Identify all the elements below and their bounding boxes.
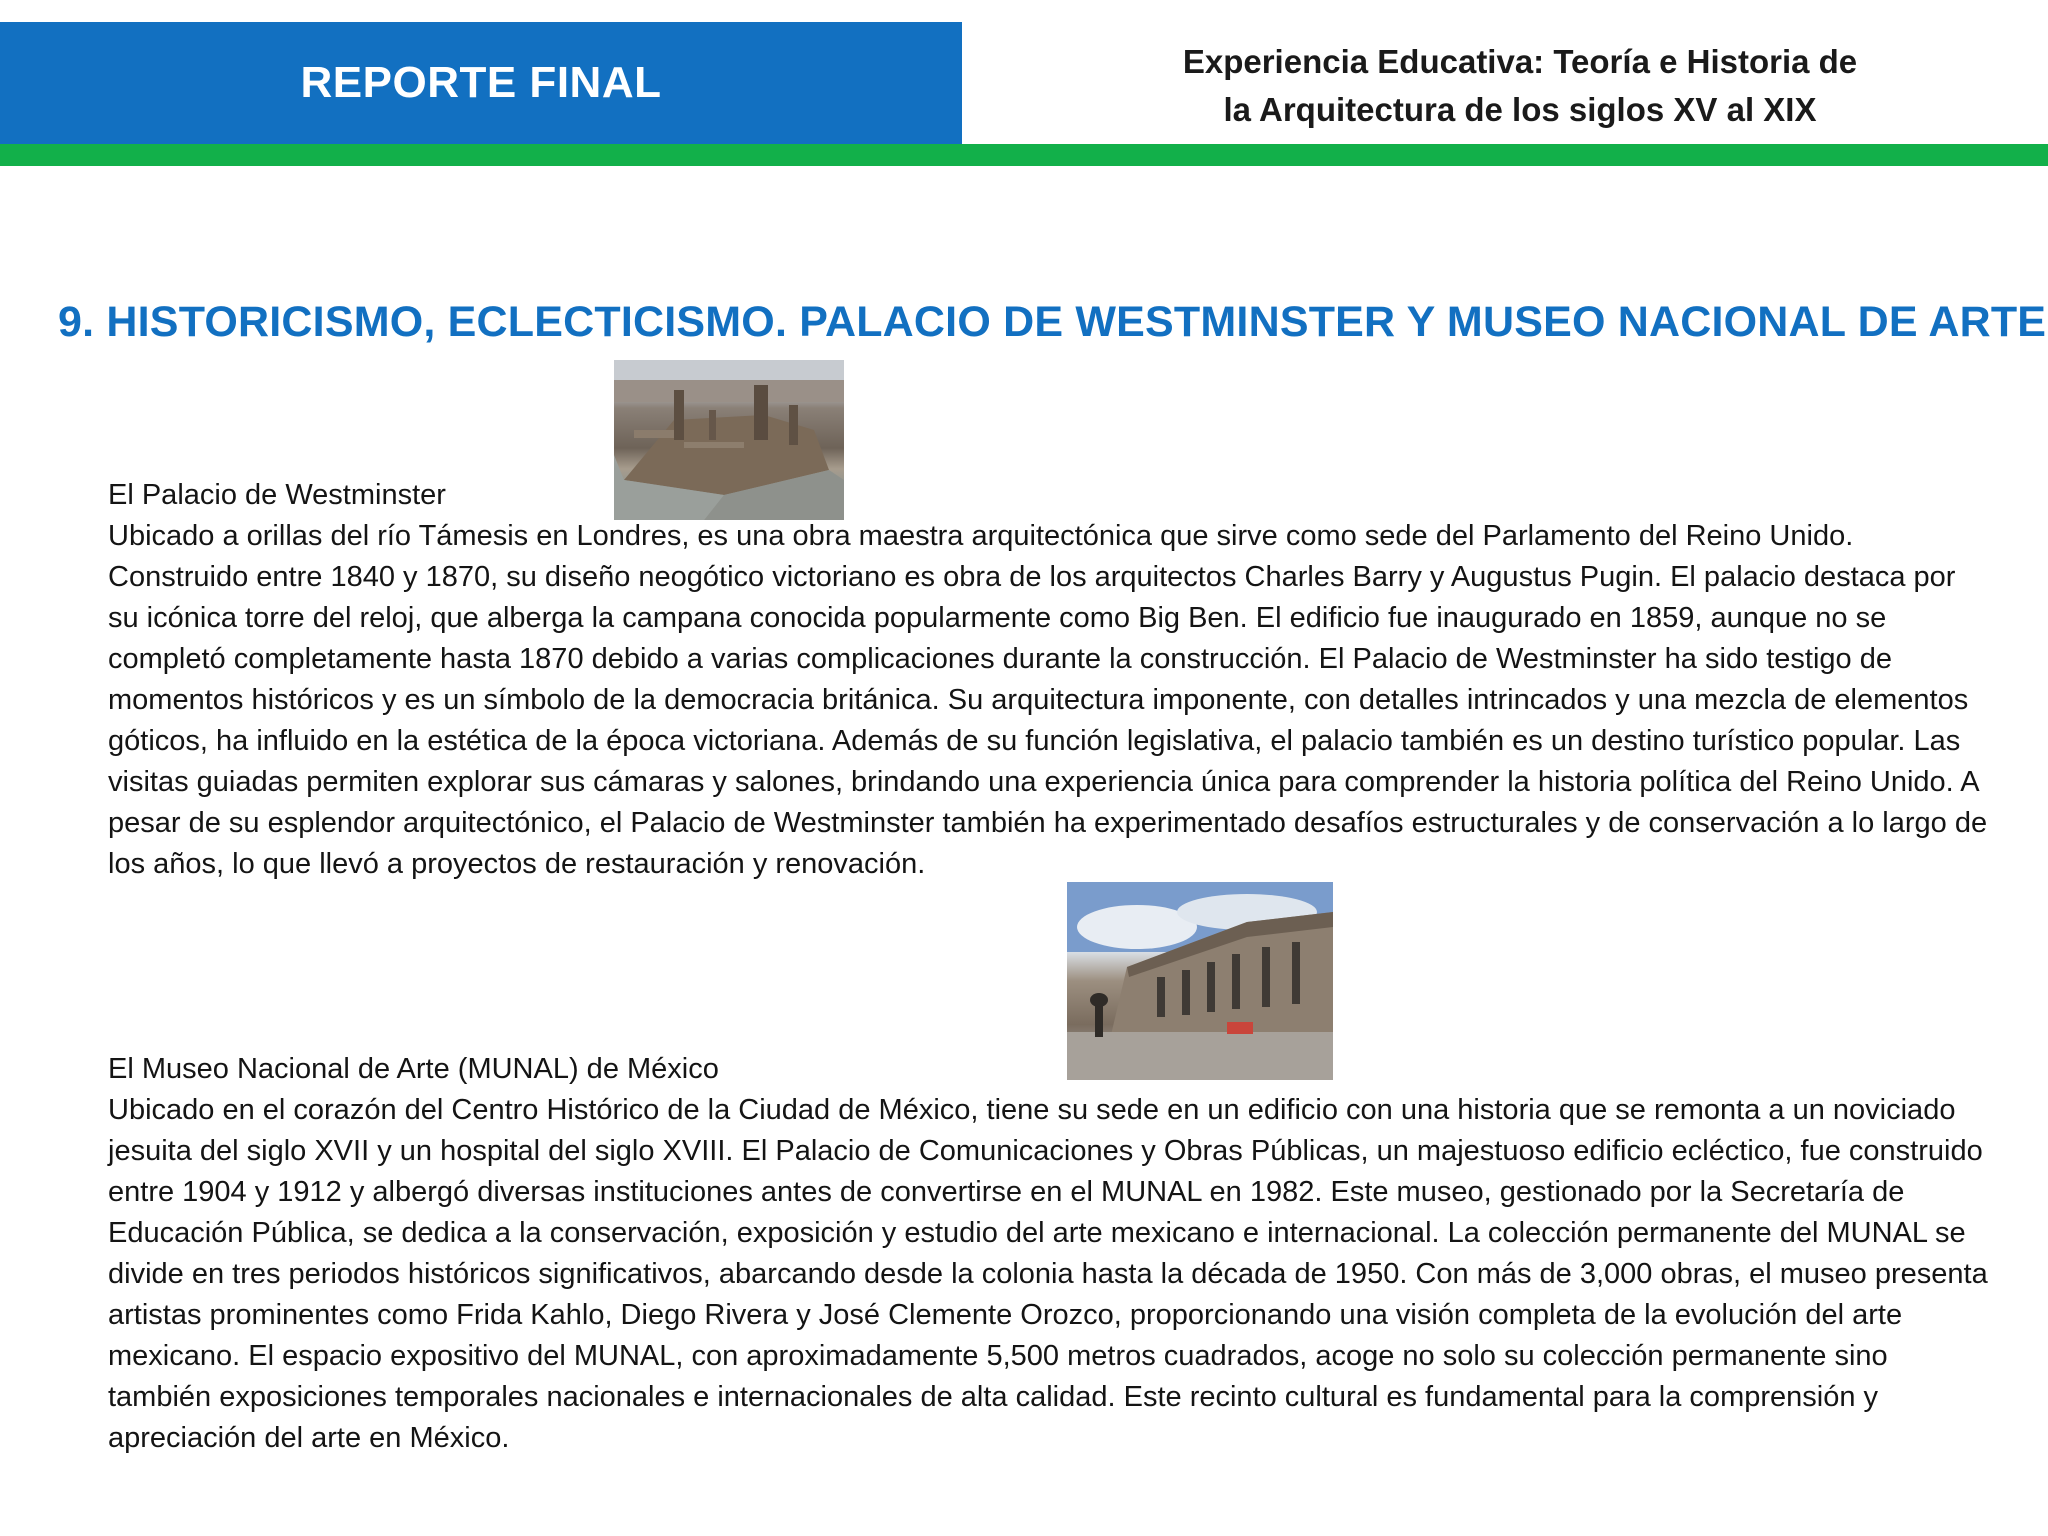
munal-body: Ubicado en el corazón del Centro Histórico de la Ciudad de México, tiene su sede en un edificio con una historia que se remonta a un noviciado jesuita del siglo XVII y un hospital del siglo XVIII. El Palacio de Comunicaciones y Obras Públicas, un majestuoso edificio ecléctico, fue construido entre 1904 y 1912 y albergó diversas instituciones antes de convertirse en el MUNAL en 1982. Este museo, gestionado por la Secretaría de Educación Pública, se dedica a la conservación, exposición y estudio del arte mexicano e internacional. La colección permanente del MUNAL se divide en tres periodos históricos significativos, abarcando desde la colonia hasta la década de 1950. Con más de 3,000 obras, el museo presenta artistas prominentes como Frida Kahlo, Diego Rivera y José Clemente Orozco, proporcionando una visión completa de la evolución del arte mexicano. El espacio expositivo del MUNAL, con aproximadamente 5,500 metros cuadrados, acoge no solo su colección permanente sino también exposiciones temporales nacionales e internacionales de alta calidad. Este recinto cultural es fundamental para la comprensión y apreciación del arte en México. xyxy=(108,1094,1988,1454)
munal-section xyxy=(108,1049,1988,1459)
westminster-section xyxy=(108,475,1988,885)
report-title: REPORTE FINAL xyxy=(300,58,662,107)
westminster-heading: El Palacio de Westminster xyxy=(108,479,446,511)
munal-heading: El Museo Nacional de Arte (MUNAL) de México xyxy=(108,1053,719,1085)
header-banner xyxy=(0,22,962,144)
section-title: 9. HISTORICISMO, ECLECTICISMO. PALACIO DE WESTMINSTER Y MUSEO NACIONAL DE ARTE xyxy=(58,298,2047,346)
course-title-line-1: Experiencia Educativa: Teoría e Historia de xyxy=(1182,43,1858,80)
westminster-body: Ubicado a orillas del río Támesis en Londres, es una obra maestra arquitectónica que sirve como sede del Parlamento del Reino Unido. Construido entre 1840 y 1870, su diseño neogótico victoriano es obra de los arquitectos Charles Barry y Augustus Pugin. El palacio destaca por su icónica torre del reloj, que alberga la campana conocida popularmente como Big Ben. El edificio fue inaugurado en 1859, aunque no se completó completamente hasta 1870 debido a varias complicaciones durante la construcción. El Palacio de Westminster ha sido testigo de momentos históricos y es un símbolo de la democracia británica. Su arquitectura imponente, con detalles intrincados y una mezcla de elementos góticos, ha influido en la estética de la época victoriana. Además de su función legislativa, el palacio también es un destino turístico popular. Las visitas guiadas permiten explorar sus cámaras y salones, brindando una experiencia única para comprender la historia política del Reino Unido. A pesar de su esplendor arquitectónico, el Palacio de Westminster también ha experimentado desafíos estructurales y de conservación a lo largo de los años, lo que llevó a proyectos de restauración y renovación. xyxy=(108,520,1988,880)
course-title xyxy=(1115,38,1925,134)
header-divider xyxy=(0,144,2048,166)
course-title-line-2: la Arquitectura de los siglos XV al XIX xyxy=(1223,91,1817,128)
